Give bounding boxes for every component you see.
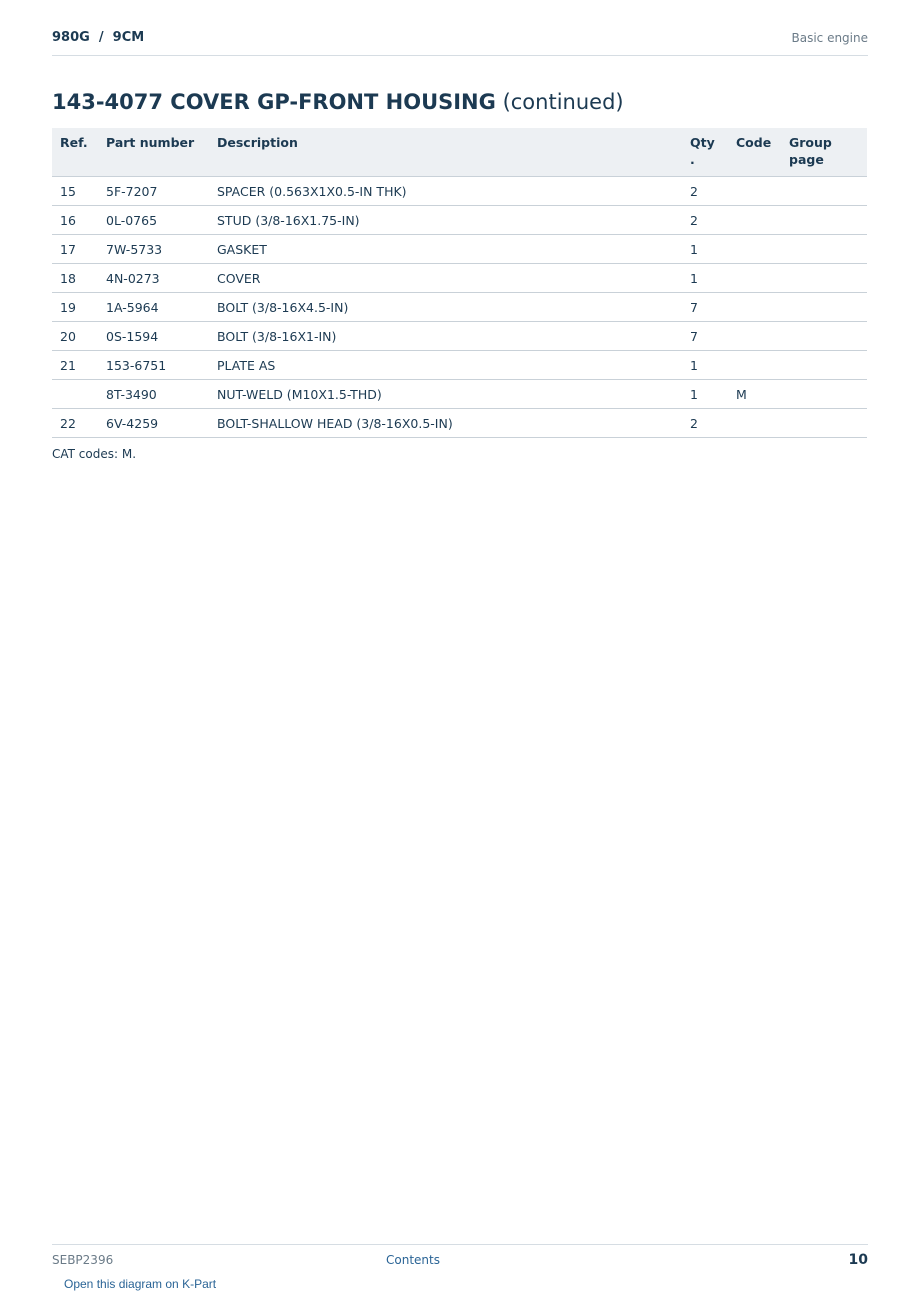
cell-ref: 17 bbox=[52, 235, 98, 264]
page-number: 10 bbox=[848, 1252, 868, 1268]
cell-code bbox=[728, 322, 781, 351]
cell-qty: 1 bbox=[682, 235, 728, 264]
parts-table-body bbox=[52, 177, 867, 438]
table-row bbox=[52, 409, 867, 438]
cell-qty: 1 bbox=[682, 380, 728, 409]
cell-description: NUT-WELD (M10X1.5-THD) bbox=[209, 380, 682, 409]
table-row bbox=[52, 293, 867, 322]
cell-description: COVER bbox=[209, 264, 682, 293]
cell-ref bbox=[52, 380, 98, 409]
cell-part-number: 153-6751 bbox=[98, 351, 209, 380]
cell-code bbox=[728, 264, 781, 293]
document-id: SEBP2396 bbox=[52, 1253, 114, 1267]
cell-qty: 2 bbox=[682, 409, 728, 438]
cell-qty: 7 bbox=[682, 322, 728, 351]
cell-ref: 20 bbox=[52, 322, 98, 351]
cell-group-page bbox=[781, 206, 867, 235]
header-qty-line2: . bbox=[690, 152, 695, 167]
cell-ref: 16 bbox=[52, 206, 98, 235]
header-group-line2: page bbox=[789, 152, 824, 167]
cell-group-page bbox=[781, 177, 867, 206]
header-group-page bbox=[781, 128, 867, 177]
cell-description: PLATE AS bbox=[209, 351, 682, 380]
cell-description: GASKET bbox=[209, 235, 682, 264]
header-code: Code bbox=[728, 128, 781, 177]
cell-ref: 22 bbox=[52, 409, 98, 438]
header-qty bbox=[682, 128, 728, 177]
cell-ref: 19 bbox=[52, 293, 98, 322]
cell-part-number: 8T-3490 bbox=[98, 380, 209, 409]
header-ref: Ref. bbox=[52, 128, 98, 177]
cell-ref: 18 bbox=[52, 264, 98, 293]
cell-description: BOLT (3/8-16X4.5-IN) bbox=[209, 293, 682, 322]
cell-code: M bbox=[728, 380, 781, 409]
cell-ref: 21 bbox=[52, 351, 98, 380]
cell-description: BOLT-SHALLOW HEAD (3/8-16X0.5-IN) bbox=[209, 409, 682, 438]
cell-group-page bbox=[781, 293, 867, 322]
cell-group-page bbox=[781, 380, 867, 409]
kpart-link[interactable]: Open this diagram on K-Part bbox=[64, 1277, 217, 1291]
cell-ref: 15 bbox=[52, 177, 98, 206]
cell-description: SPACER (0.563X1X0.5-IN THK) bbox=[209, 177, 682, 206]
cell-part-number: 0L-0765 bbox=[98, 206, 209, 235]
cell-group-page bbox=[781, 264, 867, 293]
cell-qty: 1 bbox=[682, 351, 728, 380]
contents-link[interactable]: Contents bbox=[386, 1253, 440, 1267]
cell-part-number: 5F-7207 bbox=[98, 177, 209, 206]
cell-code bbox=[728, 351, 781, 380]
section-name: Basic engine bbox=[791, 31, 868, 45]
cell-code bbox=[728, 409, 781, 438]
cell-part-number: 6V-4259 bbox=[98, 409, 209, 438]
cell-group-page bbox=[781, 235, 867, 264]
table-row bbox=[52, 380, 867, 409]
cell-part-number: 7W-5733 bbox=[98, 235, 209, 264]
cell-qty: 2 bbox=[682, 206, 728, 235]
cat-codes-note: CAT codes: M. bbox=[52, 447, 137, 461]
header-part-number: Part number bbox=[98, 128, 209, 177]
cell-code bbox=[728, 235, 781, 264]
parts-table bbox=[52, 128, 867, 438]
footer-divider bbox=[52, 1244, 868, 1245]
cell-part-number: 1A-5964 bbox=[98, 293, 209, 322]
cell-code bbox=[728, 206, 781, 235]
table-row bbox=[52, 351, 867, 380]
cell-description: BOLT (3/8-16X1-IN) bbox=[209, 322, 682, 351]
cell-qty: 7 bbox=[682, 293, 728, 322]
cell-code bbox=[728, 177, 781, 206]
title-main: 143-4077 COVER GP-FRONT HOUSING bbox=[52, 90, 496, 114]
table-row bbox=[52, 177, 867, 206]
page-title bbox=[52, 90, 624, 114]
machine-model: 980G / 9CM bbox=[52, 30, 145, 45]
cell-group-page bbox=[781, 322, 867, 351]
cell-description: STUD (3/8-16X1.75-IN) bbox=[209, 206, 682, 235]
title-suffix: (continued) bbox=[502, 90, 624, 114]
table-row bbox=[52, 322, 867, 351]
cell-qty: 1 bbox=[682, 264, 728, 293]
header-description: Description bbox=[209, 128, 682, 177]
header-row bbox=[52, 128, 867, 177]
header-group-line1: Group bbox=[789, 135, 832, 150]
cell-code bbox=[728, 293, 781, 322]
cell-group-page bbox=[781, 409, 867, 438]
table-row bbox=[52, 264, 867, 293]
table-row bbox=[52, 206, 867, 235]
table-row bbox=[52, 235, 867, 264]
page-header bbox=[52, 28, 868, 56]
header-qty-line1: Qty bbox=[690, 135, 715, 150]
cell-qty: 2 bbox=[682, 177, 728, 206]
cell-group-page bbox=[781, 351, 867, 380]
cell-part-number: 4N-0273 bbox=[98, 264, 209, 293]
parts-table-header bbox=[52, 128, 867, 177]
cell-part-number: 0S-1594 bbox=[98, 322, 209, 351]
